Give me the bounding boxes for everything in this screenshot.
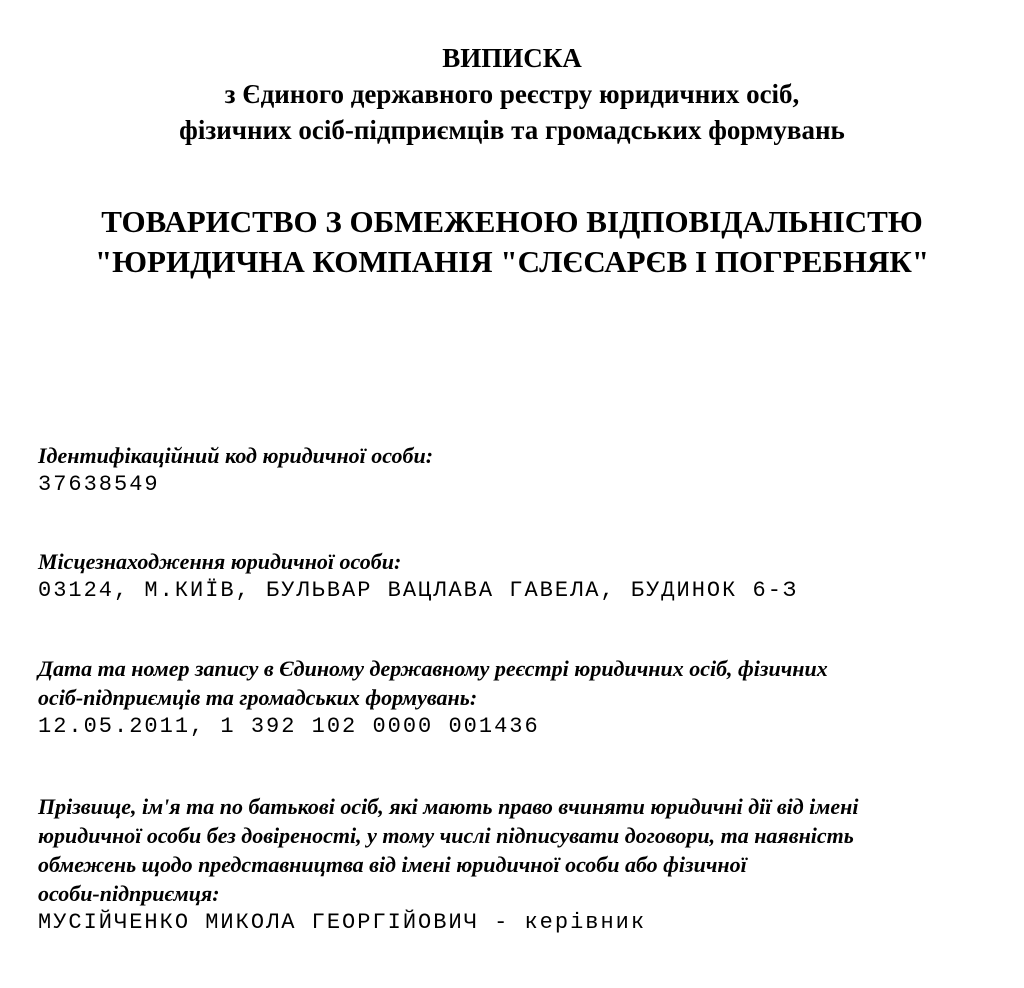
address-field: [38, 547, 998, 606]
registry-record-label: Дата та номер запису в Єдиному державному реєстрі юридичних осіб, фізичних осіб-підприємців та громадських формувань:: [38, 656, 828, 710]
company-name-line-1: ТОВАРИСТВО З ОБМЕЖЕНОЮ ВІДПОВІДАЛЬНІСТЮ: [101, 204, 923, 239]
document-title: ВИПИСКА: [442, 43, 582, 73]
document-subtitle-line-2: фізичних осіб-підприємців та громадських формувань: [179, 115, 845, 145]
registry-record-field: [38, 654, 998, 742]
company-name-line-2: "ЮРИДИЧНА КОМПАНІЯ "СЛЄСАРЄВ І ПОГРЕБНЯК": [94, 244, 930, 279]
address-value: 03124, М.КИЇВ, БУЛЬВАР ВАЦЛАВА ГАВЕЛА, БУДИНОК 6-З: [38, 578, 799, 603]
authorized-persons-label: Прізвище, ім'я та по батькові осіб, які мають право вчиняти юридичні дії від імені юридичної особи без довіреності, у тому числі підписувати договори, та наявність обмежень щодо представництва від імені юридичної особи або фізичної особи-підприємця:: [38, 794, 859, 906]
registry-record-value: 12.05.2011, 1 392 102 0000 001436: [38, 714, 540, 739]
document-subtitle-line-1: з Єдиного державного реєстру юридичних осіб,: [224, 79, 800, 109]
authorized-persons-field: [38, 792, 998, 938]
identification-code-label: Ідентифікаційний код юридичної особи:: [38, 443, 434, 468]
document-header: [0, 40, 1024, 148]
company-name: [0, 202, 1024, 282]
authorized-persons-value: МУСІЙЧЕНКО МИКОЛА ГЕОРГІЙОВИЧ - керівник: [38, 910, 647, 935]
identification-code-value: 37638549: [38, 472, 160, 497]
identification-code-field: [38, 441, 998, 500]
address-label: Місцезнаходження юридичної особи:: [38, 549, 402, 574]
